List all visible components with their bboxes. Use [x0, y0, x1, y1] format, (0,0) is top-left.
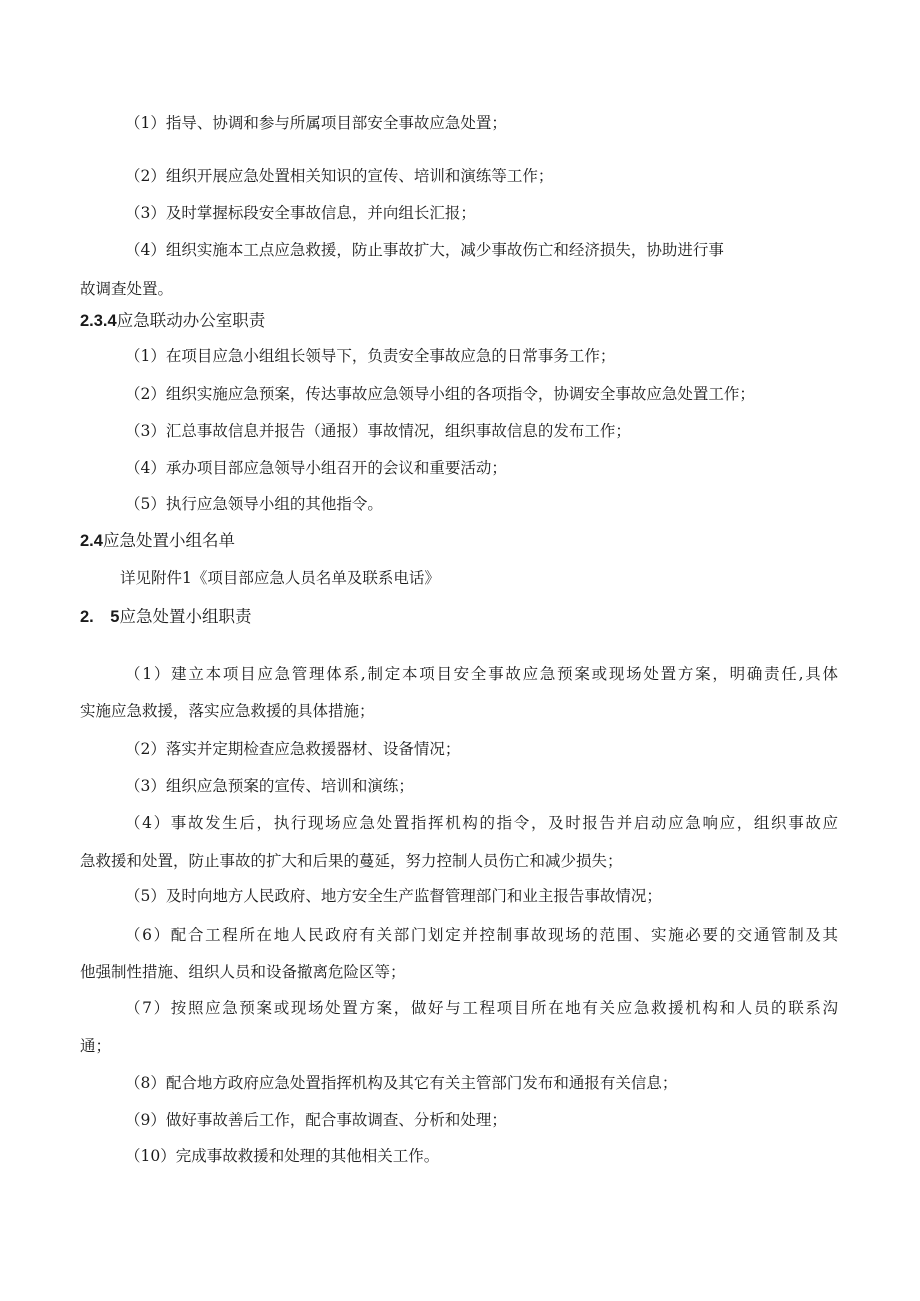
list-item: （5）执行应急领导小组的其他指令。: [125, 495, 383, 513]
section-number: 2. 5: [80, 608, 120, 626]
list-item: （2）落实并定期检查应急救援器材、设备情况；: [125, 740, 461, 758]
attachment-reference: 详见附件1《项目部应急人员名单及联系电话》: [120, 569, 440, 587]
list-item: （1）建立本项目应急管理体系,制定本项目安全事故应急预案或现场处置方案，明确责任,具体: [125, 665, 838, 683]
list-item: （3）组织应急预案的宣传、培训和演练；: [125, 777, 414, 795]
list-item-continuation: 实施应急救援，落实应急救援的具体措施；: [80, 702, 375, 720]
list-item: （4）承办项目部应急领导小组召开的会议和重要活动；: [125, 459, 507, 477]
list-item: （10）完成事故救援和处理的其他相关工作。: [125, 1147, 440, 1165]
section-number: 2.4: [80, 532, 103, 550]
list-item: （4）事故发生后，执行现场应急处置指挥机构的指令，及时报告并启动应急响应，组织事故应: [125, 814, 838, 832]
list-item: （7）按照应急预案或现场处置方案，做好与工程项目所在地有关应急救援机构和人员的联系沟: [125, 999, 838, 1017]
list-item-continuation: 故调查处置。: [80, 280, 174, 298]
section-title: 应急联动办公室职责: [116, 311, 266, 330]
section-title: 应急处置小组名单: [102, 531, 235, 550]
section-heading-2-4: [80, 530, 235, 552]
list-item: （3）汇总事故信息并报告（通报）事故情况，组织事故信息的发布工作；: [125, 422, 631, 440]
list-item: （1）在项目应急小组组长领导下，负责安全事故应急的日常事务工作；: [125, 347, 616, 365]
list-item: （9）做好事故善后工作，配合事故调查、分析和处理；: [125, 1111, 507, 1129]
list-item-continuation: 通；: [80, 1037, 112, 1055]
list-item: （8）配合地方政府应急处置指挥机构及其它有关主管部门发布和通报有关信息；: [125, 1074, 678, 1092]
list-item: （2）组织开展应急处置相关知识的宣传、培训和演练等工作；: [125, 167, 554, 185]
list-item-continuation: 急救援和处置，防止事故的扩大和后果的蔓延，努力控制人员伤亡和减少损失；: [80, 852, 623, 870]
list-item: （6）配合工程所在地人民政府有关部门划定并控制事故现场的范围、实施必要的交通管制及其: [125, 926, 838, 944]
list-item-continuation: 他强制性措施、组织人员和设备撤离危险区等；: [80, 963, 406, 981]
section-heading-2-3-4: [80, 310, 265, 332]
list-item: （2）组织实施应急预案，传达事故应急领导小组的各项指令，协调安全事故应急处置工作；: [125, 385, 755, 403]
section-number: 2.3.4: [80, 312, 117, 330]
list-item: （1）指导、协调和参与所属项目部安全事故应急处置；: [125, 114, 507, 132]
list-item: （4）组织实施本工点应急救援，防止事故扩大，减少事故伤亡和经济损失，协助进行事: [125, 241, 724, 259]
list-item: （5）及时向地方人民政府、地方安全生产监督管理部门和业主报告事故情况；: [125, 887, 662, 905]
list-item: （3）及时掌握标段安全事故信息，并向组长汇报；: [125, 204, 476, 222]
section-heading-2-5: [80, 606, 251, 628]
section-title: 应急处置小组职责: [119, 607, 252, 626]
